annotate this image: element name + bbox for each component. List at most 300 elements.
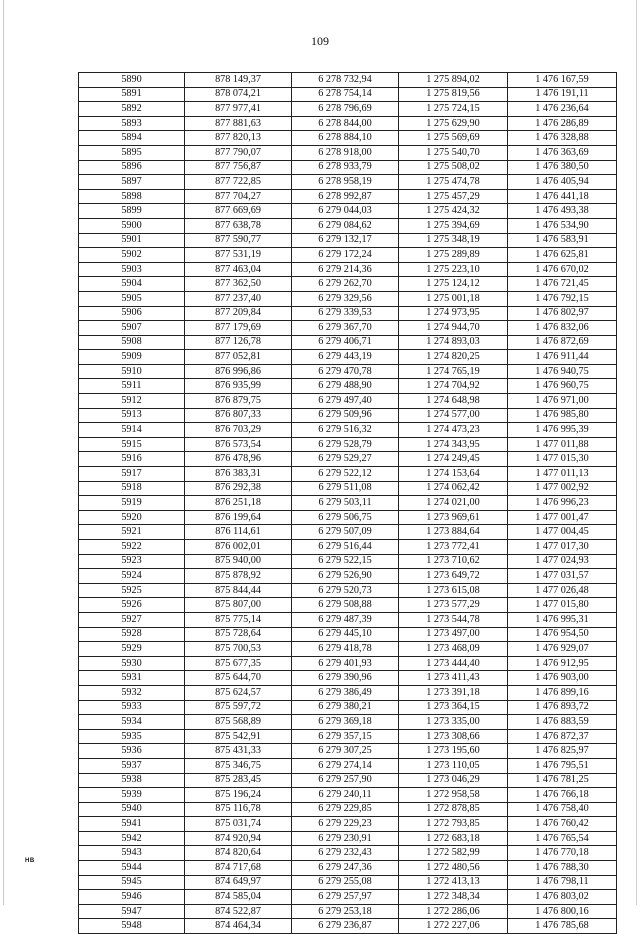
coord-y2-cell: 1 476 721,45 [508,277,617,292]
point-number-cell: 5933 [79,700,185,715]
coord-y-cell: 6 278 884,10 [292,131,399,146]
coord-x-cell: 875 568,89 [185,715,292,730]
table-row [79,758,617,773]
coord-y-cell: 6 278 992,87 [292,189,399,204]
coord-x-cell: 877 756,87 [185,160,292,175]
coord-y-cell: 6 279 274,14 [292,758,399,773]
coord-x2-cell: 1 275 569,69 [399,131,508,146]
coord-y2-cell: 1 477 002,92 [508,481,617,496]
point-number-cell: 5911 [79,379,185,394]
coord-x2-cell: 1 274 648,98 [399,394,508,409]
coord-x-cell: 875 196,24 [185,788,292,803]
table-row [79,875,617,890]
coord-x2-cell: 1 274 343,95 [399,437,508,452]
table-row [79,496,617,511]
coord-x-cell: 877 126,78 [185,335,292,350]
table-row [79,102,617,117]
coord-y2-cell: 1 476 534,90 [508,218,617,233]
coord-y2-cell: 1 477 015,80 [508,598,617,613]
coord-x-cell: 877 209,84 [185,306,292,321]
coord-x2-cell: 1 275 629,90 [399,116,508,131]
point-number-cell: 5909 [79,350,185,365]
coord-x-cell: 876 996,86 [185,364,292,379]
coord-x2-cell: 1 273 969,61 [399,510,508,525]
coord-y2-cell: 1 476 236,64 [508,102,617,117]
coord-x-cell: 877 237,40 [185,291,292,306]
table-row [79,379,617,394]
coord-y-cell: 6 279 232,43 [292,846,399,861]
point-number-cell: 5913 [79,408,185,423]
coord-y2-cell: 1 476 960,75 [508,379,617,394]
point-number-cell: 5925 [79,583,185,598]
coord-x2-cell: 1 273 497,00 [399,627,508,642]
coord-x-cell: 876 807,33 [185,408,292,423]
coord-y2-cell: 1 476 766,18 [508,788,617,803]
coord-y2-cell: 1 476 286,89 [508,116,617,131]
point-number-cell: 5907 [79,321,185,336]
table-row [79,306,617,321]
coord-y-cell: 6 279 503,11 [292,496,399,511]
coord-y2-cell: 1 477 001,47 [508,510,617,525]
coord-x-cell: 878 149,37 [185,73,292,88]
table-row [79,642,617,657]
coord-y-cell: 6 279 497,40 [292,394,399,409]
coord-x-cell: 874 820,64 [185,846,292,861]
table-row [79,481,617,496]
coord-x2-cell: 1 274 473,23 [399,423,508,438]
coord-x2-cell: 1 275 124,12 [399,277,508,292]
coord-y2-cell: 1 476 929,07 [508,642,617,657]
point-number-cell: 5903 [79,262,185,277]
point-number-cell: 5897 [79,175,185,190]
coord-x2-cell: 1 273 308,66 [399,729,508,744]
coord-y2-cell: 1 476 995,31 [508,612,617,627]
coord-y-cell: 6 279 229,85 [292,802,399,817]
coord-y-cell: 6 279 509,96 [292,408,399,423]
coordinates-table-body [79,73,617,934]
footer-mark: НВ [25,858,35,864]
coord-y-cell: 6 279 526,90 [292,569,399,584]
table-row [79,189,617,204]
point-number-cell: 5917 [79,467,185,482]
coord-x2-cell: 1 274 062,42 [399,481,508,496]
coord-x2-cell: 1 273 710,62 [399,554,508,569]
coord-y-cell: 6 279 044,03 [292,204,399,219]
coord-x2-cell: 1 273 468,09 [399,642,508,657]
coord-x2-cell: 1 274 893,03 [399,335,508,350]
coord-x-cell: 877 722,85 [185,175,292,190]
table-row [79,394,617,409]
coord-x-cell: 877 704,27 [185,189,292,204]
coord-x-cell: 876 292,38 [185,481,292,496]
table-row [79,540,617,555]
coord-y-cell: 6 279 445,10 [292,627,399,642]
coord-x-cell: 875 878,92 [185,569,292,584]
coord-x-cell: 878 074,21 [185,87,292,102]
coord-y2-cell: 1 476 441,18 [508,189,617,204]
coord-y-cell: 6 279 229,23 [292,817,399,832]
coord-x2-cell: 1 274 153,64 [399,467,508,482]
coord-x2-cell: 1 273 544,78 [399,612,508,627]
coord-y-cell: 6 279 084,62 [292,218,399,233]
point-number-cell: 5893 [79,116,185,131]
coord-y-cell: 6 279 172,24 [292,248,399,263]
coord-y2-cell: 1 476 380,50 [508,160,617,175]
coord-x-cell: 875 807,00 [185,598,292,613]
point-number-cell: 5902 [79,248,185,263]
coord-x-cell: 876 573,54 [185,437,292,452]
coord-y-cell: 6 279 253,18 [292,904,399,919]
coord-x-cell: 874 920,94 [185,831,292,846]
point-number-cell: 5932 [79,685,185,700]
coord-y2-cell: 1 476 954,50 [508,627,617,642]
coord-x-cell: 875 283,45 [185,773,292,788]
coord-x-cell: 875 700,53 [185,642,292,657]
coord-y2-cell: 1 477 004,45 [508,525,617,540]
table-row [79,773,617,788]
coord-x-cell: 876 002,01 [185,540,292,555]
point-number-cell: 5896 [79,160,185,175]
coord-x2-cell: 1 272 413,13 [399,875,508,890]
coord-x2-cell: 1 275 223,10 [399,262,508,277]
coord-x-cell: 874 464,34 [185,919,292,934]
scan-edge-right [636,0,637,905]
coord-y2-cell: 1 476 825,97 [508,744,617,759]
coord-x2-cell: 1 273 444,40 [399,656,508,671]
point-number-cell: 5910 [79,364,185,379]
coord-y-cell: 6 279 529,27 [292,452,399,467]
coord-x2-cell: 1 275 724,15 [399,102,508,117]
table-row [79,671,617,686]
coord-x-cell: 875 346,75 [185,758,292,773]
coord-y-cell: 6 278 958,19 [292,175,399,190]
coord-y-cell: 6 279 511,08 [292,481,399,496]
coord-x2-cell: 1 275 394,69 [399,218,508,233]
point-number-cell: 5935 [79,729,185,744]
coord-y-cell: 6 279 307,25 [292,744,399,759]
table-row [79,277,617,292]
table-row [79,408,617,423]
coord-y-cell: 6 279 488,90 [292,379,399,394]
coord-x-cell: 877 052,81 [185,350,292,365]
coord-y2-cell: 1 477 011,88 [508,437,617,452]
coord-y-cell: 6 279 214,36 [292,262,399,277]
point-number-cell: 5914 [79,423,185,438]
point-number-cell: 5946 [79,890,185,905]
table-row [79,598,617,613]
coord-y2-cell: 1 476 770,18 [508,846,617,861]
coord-x2-cell: 1 275 508,02 [399,160,508,175]
coord-y-cell: 6 279 132,17 [292,233,399,248]
coord-x-cell: 874 585,04 [185,890,292,905]
coord-y-cell: 6 279 380,21 [292,700,399,715]
coord-y-cell: 6 278 918,00 [292,145,399,160]
table-row [79,175,617,190]
table-row [79,467,617,482]
table-row [79,321,617,336]
point-number-cell: 5934 [79,715,185,730]
coord-x-cell: 875 597,72 [185,700,292,715]
coord-x2-cell: 1 273 649,72 [399,569,508,584]
coord-x2-cell: 1 273 772,41 [399,540,508,555]
coord-x2-cell: 1 274 765,19 [399,364,508,379]
table-row [79,685,617,700]
coord-y2-cell: 1 476 191,11 [508,87,617,102]
coord-x-cell: 876 879,75 [185,394,292,409]
point-number-cell: 5945 [79,875,185,890]
coord-x2-cell: 1 275 424,32 [399,204,508,219]
point-number-cell: 5938 [79,773,185,788]
table-row [79,145,617,160]
coord-y-cell: 6 279 339,53 [292,306,399,321]
coord-x-cell: 876 114,61 [185,525,292,540]
coord-x2-cell: 1 274 944,70 [399,321,508,336]
coord-x2-cell: 1 275 457,29 [399,189,508,204]
point-number-cell: 5924 [79,569,185,584]
coord-y2-cell: 1 476 760,42 [508,817,617,832]
coord-y-cell: 6 278 732,94 [292,73,399,88]
coord-y2-cell: 1 476 903,00 [508,671,617,686]
coord-x2-cell: 1 272 286,06 [399,904,508,919]
point-number-cell: 5898 [79,189,185,204]
coord-x2-cell: 1 274 973,95 [399,306,508,321]
coord-x2-cell: 1 273 195,60 [399,744,508,759]
coord-x2-cell: 1 272 683,18 [399,831,508,846]
coord-y-cell: 6 279 257,97 [292,890,399,905]
point-number-cell: 5936 [79,744,185,759]
point-number-cell: 5930 [79,656,185,671]
coord-y2-cell: 1 476 328,88 [508,131,617,146]
point-number-cell: 5894 [79,131,185,146]
coord-y2-cell: 1 476 792,15 [508,291,617,306]
coord-y-cell: 6 278 933,79 [292,160,399,175]
coord-x-cell: 875 844,44 [185,583,292,598]
coord-x-cell: 874 522,87 [185,904,292,919]
coord-y-cell: 6 279 357,15 [292,729,399,744]
coord-x-cell: 877 977,41 [185,102,292,117]
coord-x2-cell: 1 272 582,99 [399,846,508,861]
coord-x2-cell: 1 272 348,34 [399,890,508,905]
coord-y2-cell: 1 476 971,00 [508,394,617,409]
coord-y-cell: 6 279 230,91 [292,831,399,846]
point-number-cell: 5921 [79,525,185,540]
coord-y2-cell: 1 476 583,91 [508,233,617,248]
coord-y-cell: 6 279 487,39 [292,612,399,627]
coord-y-cell: 6 279 262,70 [292,277,399,292]
coord-x2-cell: 1 272 480,56 [399,861,508,876]
coord-y-cell: 6 279 528,79 [292,437,399,452]
point-number-cell: 5939 [79,788,185,803]
table-row [79,525,617,540]
point-number-cell: 5891 [79,87,185,102]
point-number-cell: 5908 [79,335,185,350]
point-number-cell: 5906 [79,306,185,321]
coord-y-cell: 6 279 240,11 [292,788,399,803]
point-number-cell: 5890 [79,73,185,88]
point-number-cell: 5922 [79,540,185,555]
table-row [79,291,617,306]
coord-x2-cell: 1 274 577,00 [399,408,508,423]
coord-y2-cell: 1 476 167,59 [508,73,617,88]
table-row [79,729,617,744]
point-number-cell: 5928 [79,627,185,642]
coord-y-cell: 6 279 247,36 [292,861,399,876]
coord-y-cell: 6 278 796,69 [292,102,399,117]
coord-y2-cell: 1 477 011,13 [508,467,617,482]
coord-x2-cell: 1 274 704,92 [399,379,508,394]
coord-x2-cell: 1 273 364,15 [399,700,508,715]
point-number-cell: 5941 [79,817,185,832]
coord-x-cell: 875 677,35 [185,656,292,671]
coord-x2-cell: 1 274 249,45 [399,452,508,467]
coord-x2-cell: 1 273 391,18 [399,685,508,700]
coord-y2-cell: 1 476 800,16 [508,904,617,919]
coord-y2-cell: 1 476 781,25 [508,773,617,788]
coord-y2-cell: 1 476 670,02 [508,262,617,277]
coord-x2-cell: 1 273 577,29 [399,598,508,613]
table-row [79,131,617,146]
coord-y2-cell: 1 476 883,59 [508,715,617,730]
coord-x-cell: 875 940,00 [185,554,292,569]
coord-y2-cell: 1 476 899,16 [508,685,617,700]
coord-y2-cell: 1 476 765,54 [508,831,617,846]
table-row [79,350,617,365]
table-row [79,510,617,525]
coord-y2-cell: 1 476 985,80 [508,408,617,423]
table-row [79,248,617,263]
point-number-cell: 5931 [79,671,185,686]
coord-x-cell: 876 478,96 [185,452,292,467]
point-number-cell: 5948 [79,919,185,934]
coord-y-cell: 6 279 470,78 [292,364,399,379]
coordinates-table [78,72,617,934]
table-row [79,846,617,861]
table-row [79,817,617,832]
coord-x-cell: 877 638,78 [185,218,292,233]
coord-x2-cell: 1 273 411,43 [399,671,508,686]
coord-y-cell: 6 279 506,75 [292,510,399,525]
coord-y2-cell: 1 476 872,37 [508,729,617,744]
table-row [79,554,617,569]
coord-x-cell: 876 703,29 [185,423,292,438]
table-row [79,87,617,102]
scan-edge-left [3,0,4,905]
coord-y2-cell: 1 476 996,23 [508,496,617,511]
coord-y-cell: 6 279 508,88 [292,598,399,613]
point-number-cell: 5937 [79,758,185,773]
point-number-cell: 5927 [79,612,185,627]
table-row [79,612,617,627]
table-row [79,437,617,452]
table-row [79,715,617,730]
coord-y-cell: 6 279 255,08 [292,875,399,890]
table-row [79,744,617,759]
coord-x-cell: 876 935,99 [185,379,292,394]
coord-x-cell: 874 649,97 [185,875,292,890]
coord-x2-cell: 1 273 046,29 [399,773,508,788]
coord-x2-cell: 1 275 819,56 [399,87,508,102]
coord-x2-cell: 1 275 474,78 [399,175,508,190]
page-number: 109 [311,34,329,48]
point-number-cell: 5904 [79,277,185,292]
point-number-cell: 5944 [79,861,185,876]
coord-y2-cell: 1 476 872,69 [508,335,617,350]
coord-y2-cell: 1 476 798,11 [508,875,617,890]
coord-y-cell: 6 279 522,15 [292,554,399,569]
point-number-cell: 5899 [79,204,185,219]
coord-y-cell: 6 279 386,49 [292,685,399,700]
coord-y2-cell: 1 476 940,75 [508,364,617,379]
coord-y2-cell: 1 476 912,95 [508,656,617,671]
coord-y2-cell: 1 476 795,51 [508,758,617,773]
point-number-cell: 5905 [79,291,185,306]
table-row [79,788,617,803]
table-row [79,335,617,350]
coord-x2-cell: 1 275 001,18 [399,291,508,306]
coord-x2-cell: 1 275 894,02 [399,73,508,88]
coord-y-cell: 6 279 401,93 [292,656,399,671]
point-number-cell: 5929 [79,642,185,657]
coord-y2-cell: 1 476 405,94 [508,175,617,190]
coord-y-cell: 6 279 443,19 [292,350,399,365]
coord-y2-cell: 1 476 802,97 [508,306,617,321]
table-row [79,583,617,598]
coord-y2-cell: 1 477 017,30 [508,540,617,555]
coord-y-cell: 6 279 236,87 [292,919,399,934]
coord-y2-cell: 1 476 785,68 [508,919,617,934]
coord-x2-cell: 1 272 793,85 [399,817,508,832]
table-row [79,233,617,248]
point-number-cell: 5926 [79,598,185,613]
coord-y2-cell: 1 476 832,06 [508,321,617,336]
table-row [79,116,617,131]
coord-y-cell: 6 279 329,56 [292,291,399,306]
table-row [79,861,617,876]
table-row [79,452,617,467]
coord-x-cell: 876 251,18 [185,496,292,511]
coord-x-cell: 877 362,50 [185,277,292,292]
coord-y2-cell: 1 477 026,48 [508,583,617,598]
coord-x-cell: 875 031,74 [185,817,292,832]
coord-x2-cell: 1 275 348,19 [399,233,508,248]
coord-y2-cell: 1 476 893,72 [508,700,617,715]
coord-x2-cell: 1 274 820,25 [399,350,508,365]
point-number-cell: 5900 [79,218,185,233]
coord-y-cell: 6 279 369,18 [292,715,399,730]
point-number-cell: 5920 [79,510,185,525]
point-number-cell: 5943 [79,846,185,861]
coord-y-cell: 6 278 754,14 [292,87,399,102]
coord-y2-cell: 1 476 788,30 [508,861,617,876]
point-number-cell: 5912 [79,394,185,409]
coord-y2-cell: 1 476 911,44 [508,350,617,365]
point-number-cell: 5916 [79,452,185,467]
table-row [79,423,617,438]
coord-x-cell: 876 199,64 [185,510,292,525]
point-number-cell: 5918 [79,481,185,496]
table-row [79,919,617,934]
table-row [79,218,617,233]
coord-x-cell: 875 542,91 [185,729,292,744]
coord-y-cell: 6 279 406,71 [292,335,399,350]
coord-x2-cell: 1 272 958,58 [399,788,508,803]
coord-y2-cell: 1 476 803,02 [508,890,617,905]
coord-y-cell: 6 279 507,09 [292,525,399,540]
point-number-cell: 5940 [79,802,185,817]
coord-y-cell: 6 279 516,32 [292,423,399,438]
coord-y2-cell: 1 476 995,39 [508,423,617,438]
point-number-cell: 5919 [79,496,185,511]
